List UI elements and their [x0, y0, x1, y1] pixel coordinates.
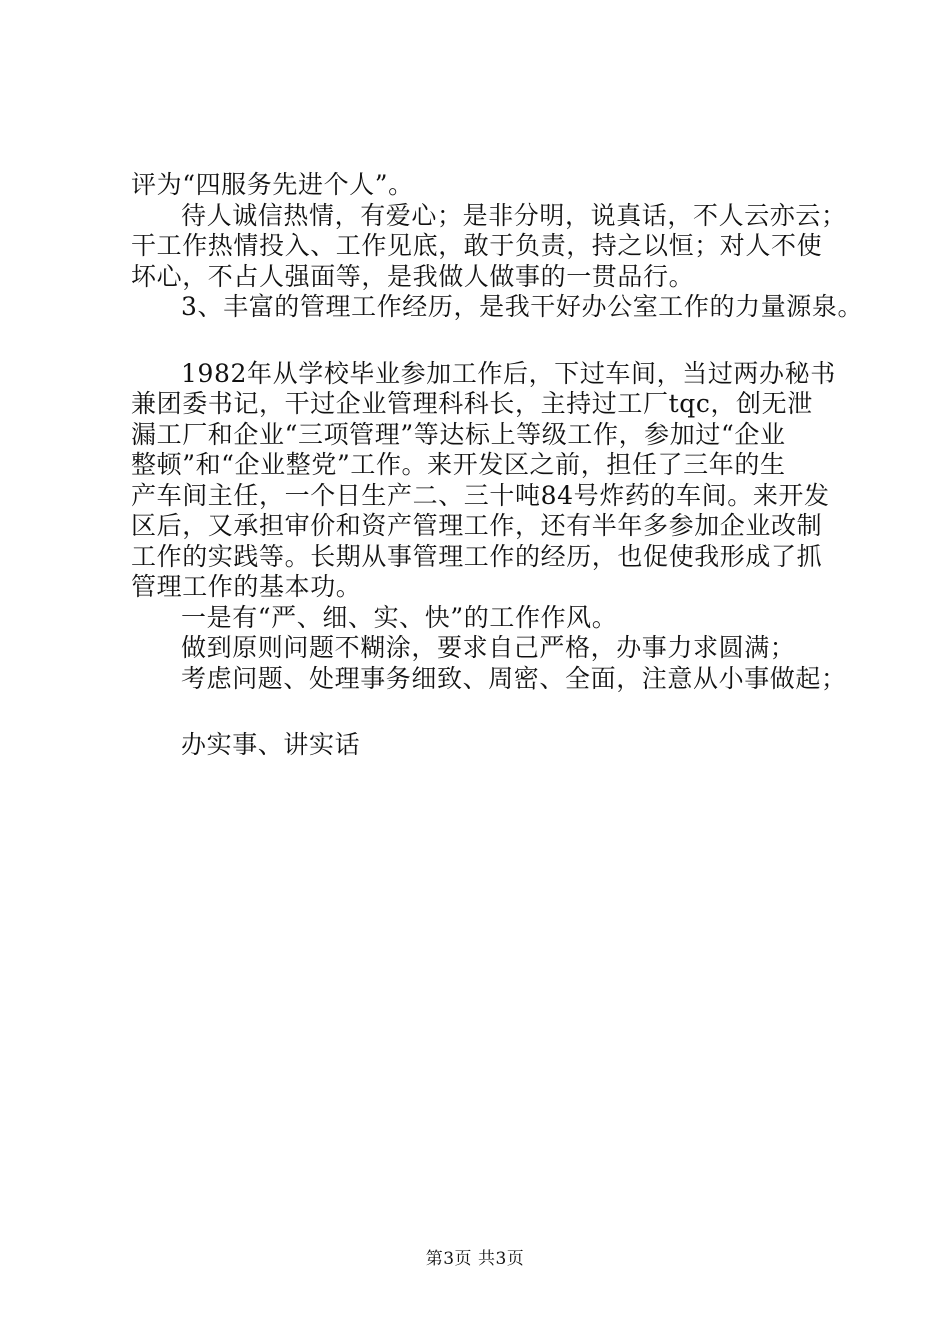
text-line: 兼团委书记，干过企业管理科科长，主持过工厂tqc，创无泄 — [131, 389, 813, 418]
text-line: 做到原则问题不糊涂，要求自己严格，办事力求圆满； — [181, 633, 796, 662]
paragraph-gap — [131, 323, 851, 359]
text-line: 一是有“严、细、实、快”的工作作风。 — [181, 602, 618, 632]
text-line: 待人诚信热情，有爱心；是非分明，说真话，不人云亦云； — [181, 200, 847, 230]
section-heading: 3、丰富的管理工作经历，是我干好办公室工作的力量源泉。 — [181, 292, 864, 321]
text-line: 坏心，不占人强面等，是我做人做事的一贯品行。 — [131, 261, 695, 291]
text-line: 办实事、讲实话 — [181, 730, 361, 759]
document-body — [131, 170, 864, 761]
text-line: 工作的实践等。长期从事管理工作的经历，也促使我形成了抓 — [131, 541, 823, 571]
paragraph-gap — [131, 694, 851, 730]
text-line: 产车间主任，一个日生产二、三十吨84号炸药的车间。来开发 — [131, 480, 830, 510]
text-line: 评为“四服务先进个人”。 — [131, 170, 414, 199]
text-line: 区后，又承担审价和资产管理工作，还有半年多参加企业改制 — [131, 511, 823, 540]
text-line: 整顿”和“企业整党”工作。来开发区之前，担任了三年的生 — [131, 450, 786, 479]
text-line: 1982年从学校毕业参加工作后，下过车间，当过两办秘书 — [181, 358, 836, 388]
page-footer: 第3页 共3页 — [425, 1249, 525, 1269]
text-line: 考虑问题、处理事务细致、周密、全面，注意从小事做起； — [181, 663, 847, 693]
text-line: 干工作热情投入、工作见底，敢于负责，持之以恒；对人不使 — [131, 231, 823, 260]
text-line: 漏工厂和企业“三项管理”等达标上等级工作，参加过“企业 — [131, 419, 786, 449]
text-line: 管理工作的基本功。 — [131, 572, 362, 601]
